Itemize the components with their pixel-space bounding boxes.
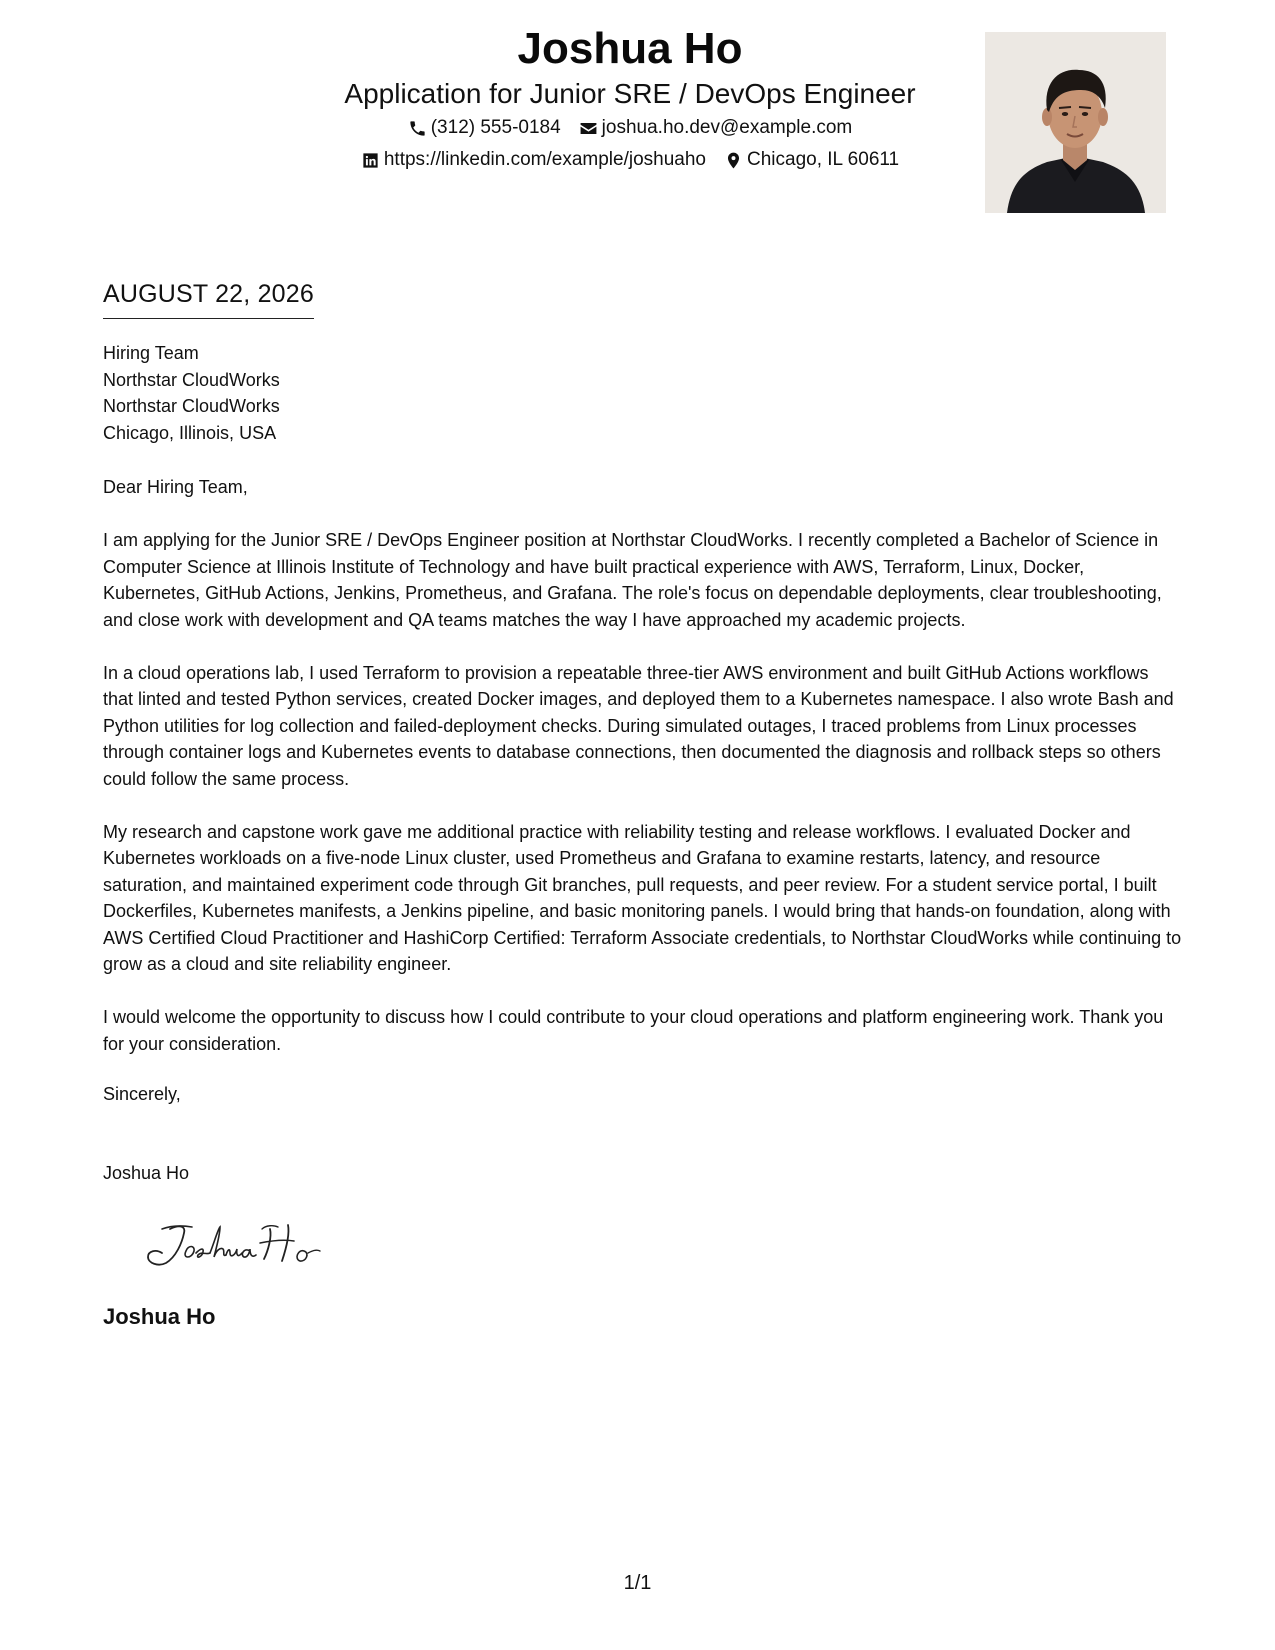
letter-date: AUGUST 22, 2026 — [103, 278, 314, 319]
body-paragraph: I am applying for the Junior SRE / DevOps Engineer position at Northstar CloudWorks. I recently completed a Bachelor of Science in Computer Science at Illinois Institute of Technology and have built practical experience with AWS, Terraform, Linux, Docker, Kubernetes, GitHub Actions, Jenkins, Prometheus, and Grafana. The role's focus on dependable deployments, clear troubleshooting, and close work with development and QA teams matches the way I have approached my academic projects. — [103, 530, 1162, 630]
phone-icon — [408, 119, 427, 138]
body-paragraph: My research and capstone work gave me additional practice with reliability testing and release workflows. I evaluated Docker and Kubernetes workloads on a five-node Linux cluster, used Prometheus and Grafana to examine restarts, latency, and resource saturation, and maintained experiment code through Git branches, pull requests, and peer review. For a student service portal, I built Dockerfiles, Kubernetes manifests, a Jenkins pipeline, and basic monitoring panels. I would bring that hands-on foundation, along with AWS Certified Cloud Practitioner and HashiCorp Certified: Terraform Associate credentials, to Northstar CloudWorks while continuing to grow as a cloud and site reliability engineer. — [103, 821, 1182, 974]
application-subtitle: Application for Junior SRE / DevOps Engineer — [344, 78, 916, 109]
phone-number: (312) 555-0184 — [430, 117, 561, 138]
contact-line-1 — [240, 112, 1020, 144]
linkedin-icon — [361, 151, 380, 170]
envelope-icon — [579, 119, 598, 138]
handwritten-signature — [140, 1215, 340, 1275]
body-paragraph: I would welcome the opportunity to discuss how I could contribute to your cloud operations and platform engineering work. Thank you for your consideration. — [103, 1007, 1164, 1054]
email-contact — [579, 112, 853, 144]
letter-body — [103, 474, 1183, 1084]
page-number: 1/1 — [623, 1572, 652, 1594]
recipient-line: Northstar CloudWorks — [103, 369, 280, 390]
applicant-name: Joshua Ho — [517, 24, 743, 73]
recipient-line: Chicago, Illinois, USA — [103, 422, 277, 443]
letter-header — [240, 22, 1020, 176]
location-text: Chicago, IL 60611 — [747, 149, 900, 170]
letter-date-block — [103, 278, 314, 319]
signed-name: Joshua Ho — [103, 1163, 190, 1183]
applicant-photo — [985, 32, 1166, 213]
linkedin-url: https://linkedin.com/example/joshuaho — [383, 149, 706, 170]
email-address: joshua.ho.dev@example.com — [601, 117, 853, 138]
contact-line-2 — [240, 144, 1020, 176]
recipient-address — [103, 340, 280, 446]
closing: Sincerely, — [103, 1084, 181, 1104]
recipient-line: Northstar CloudWorks — [103, 396, 280, 416]
footer-name: Joshua Ho — [103, 1304, 216, 1329]
linkedin-contact — [361, 144, 706, 176]
salutation: Dear Hiring Team, — [103, 477, 248, 497]
location-contact — [724, 144, 899, 176]
map-pin-icon — [724, 151, 743, 170]
body-paragraph: In a cloud operations lab, I used Terraform to provision a repeatable three-tier AWS environment and built GitHub Actions workflows that linted and tested Python services, created Docker images, and deployed them to a Kubernetes namespace. I also wrote Bash and Python utilities for log collection and failed-deployment checks. During simulated outages, I traced problems from Linux processes through container logs and Kubernetes events to database connections, then documented the diagnosis and rollback steps so others could follow the same process. — [103, 662, 1174, 789]
recipient-line: Hiring Team — [103, 343, 199, 363]
phone-contact — [408, 112, 561, 144]
